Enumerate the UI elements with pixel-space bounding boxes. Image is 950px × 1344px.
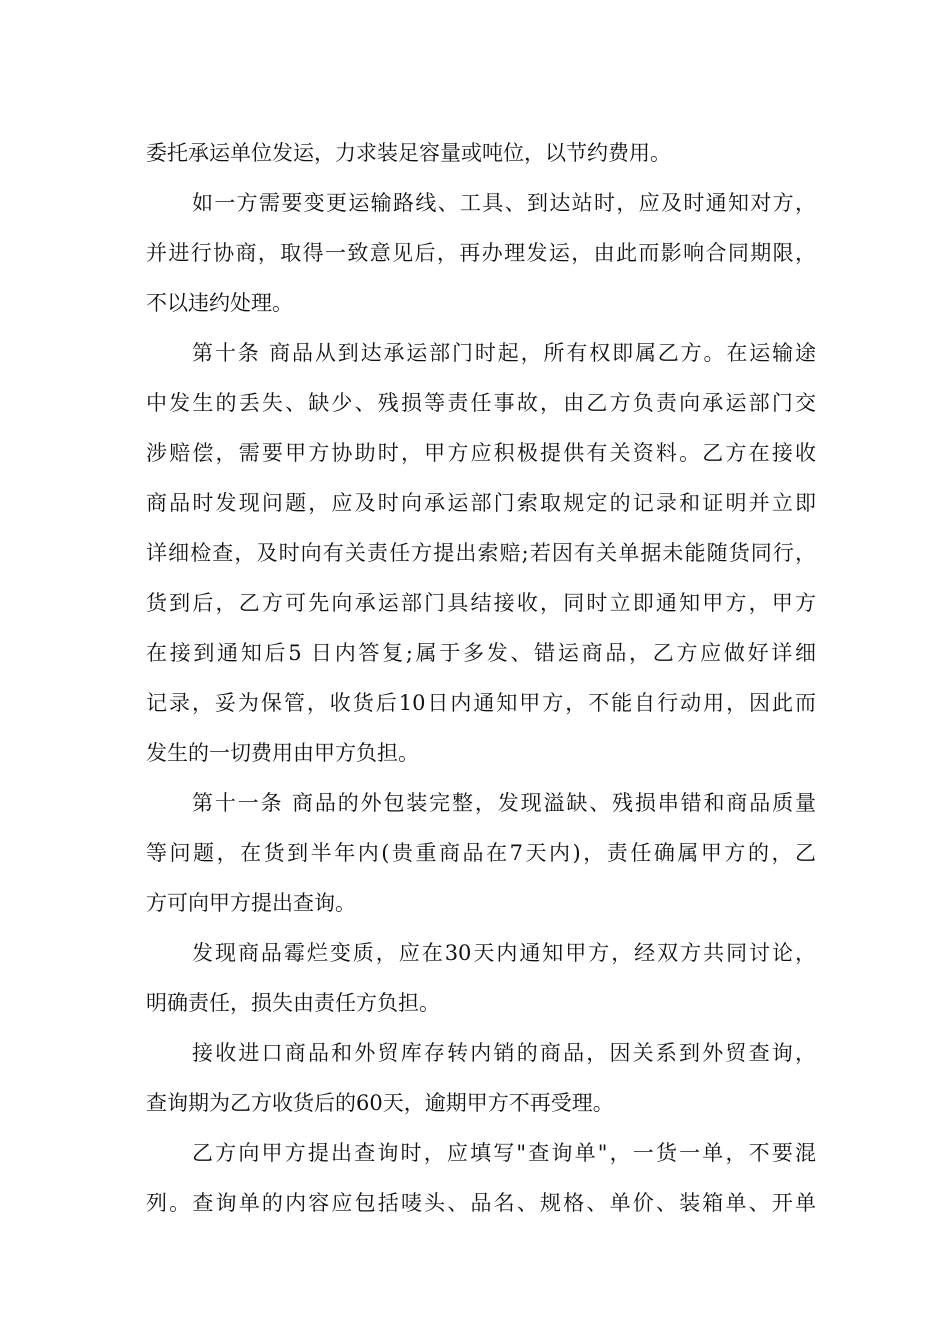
text-line: 记录，妥为保管，收货后10日内通知甲方，不能自行动用，因此而 — [146, 691, 816, 715]
text-line: 接收进口商品和外贸库存转内销的商品，因关系到外贸查询， — [192, 1041, 816, 1065]
text-line: 等问题，在货到半年内(贵重商品在7天内)，责任确属甲方的，乙 — [146, 841, 816, 865]
text-line: 乙方向甲方提出查询时，应填写"查询单"，一货一单，不要混 — [192, 1141, 816, 1165]
text-line: 如一方需要变更运输路线、工具、到达站时，应及时通知对方， — [192, 191, 816, 215]
text-line: 商品时发现问题，应及时向承运部门索取规定的记录和证明并立即 — [146, 491, 816, 515]
contract-text — [146, 128, 816, 1228]
text-line: 中发生的丢失、缺少、残损等责任事故，由乙方负责向承运部门交 — [146, 391, 816, 415]
text-line: 发现商品霉烂变质，应在30天内通知甲方，经双方共同讨论， — [192, 941, 816, 965]
text-line: 第十一条 商品的外包装完整，发现溢缺、残损串错和商品质量 — [192, 791, 816, 815]
text-line: 查询期为乙方收货后的60天，逾期甲方不再受理。 — [146, 1091, 614, 1115]
text-line: 第十条 商品从到达承运部门时起，所有权即属乙方。在运输途 — [192, 341, 816, 365]
text-line: 不以违约处理。 — [146, 291, 293, 315]
text-line: 详细检查，及时向有关责任方提出索赔;若因有关单据未能随货同行， — [146, 541, 816, 565]
text-line: 涉赔偿，需要甲方协助时，甲方应积极提供有关资料。乙方在接收 — [146, 441, 816, 465]
text-line: 货到后，乙方可先向承运部门具结接收，同时立即通知甲方，甲方 — [146, 591, 816, 615]
text-line: 发生的一切费用由甲方负担。 — [146, 741, 419, 765]
text-line: 明确责任，损失由责任方负担。 — [146, 991, 440, 1015]
text-line: 委托承运单位发运，力求装足容量或吨位，以节约费用。 — [146, 141, 671, 165]
text-line: 方可向甲方提出查询。 — [146, 891, 356, 915]
text-line: 在接到通知后5 日内答复;属于多发、错运商品，乙方应做好详细 — [146, 641, 816, 665]
text-line: 并进行协商，取得一致意见后，再办理发运，由此而影响合同期限， — [146, 241, 816, 265]
text-line: 列。查询单的内容应包括唛头、品名、规格、单价、装箱单、开单 — [146, 1191, 816, 1215]
